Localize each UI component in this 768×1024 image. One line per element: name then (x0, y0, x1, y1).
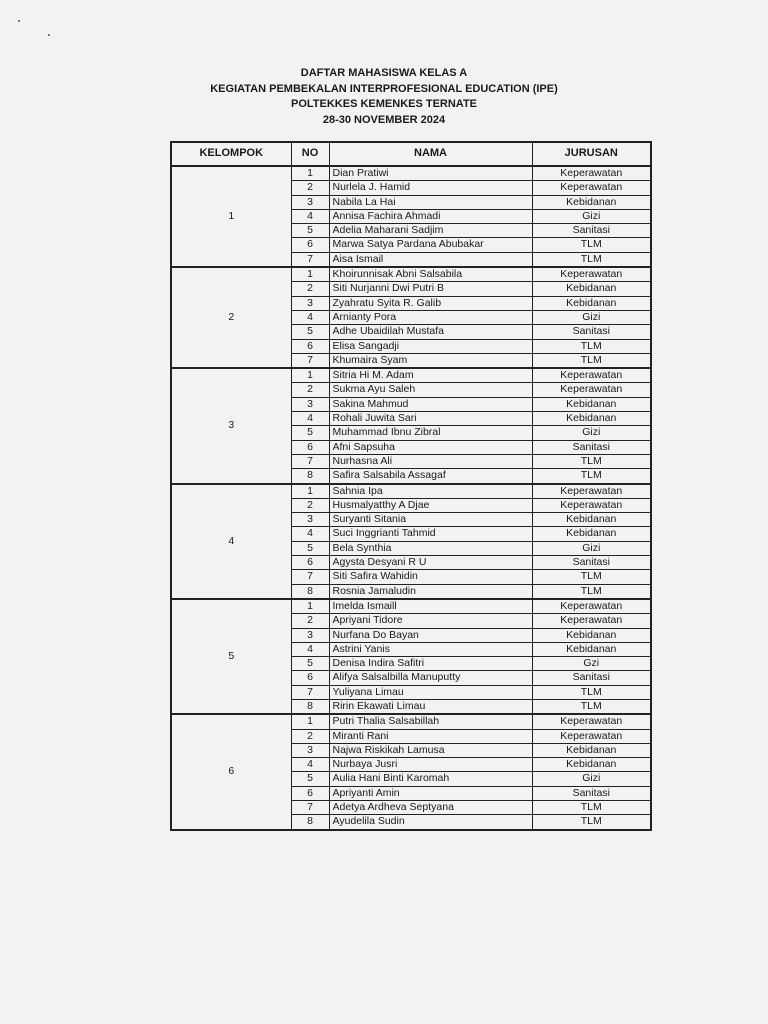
table-row (171, 714, 651, 729)
jurusan-cell: Gizi (532, 541, 651, 555)
no-cell: 5 (291, 772, 329, 786)
no-cell: 1 (291, 484, 329, 499)
nama-cell: Putri Thalia Salsabillah (329, 714, 532, 729)
jurusan-cell: Sanitasi (532, 224, 651, 238)
column-header-jurusan: JURUSAN (532, 142, 651, 166)
nama-cell: Miranti Rani (329, 729, 532, 743)
jurusan-cell: TLM (532, 252, 651, 267)
jurusan-cell: Keperawatan (532, 166, 651, 181)
nama-cell: Adhe Ubaidilah Mustafa (329, 325, 532, 339)
nama-cell: Afni Sapsuha (329, 440, 532, 454)
kelompok-cell: 2 (171, 267, 291, 368)
jurusan-cell: Sanitasi (532, 325, 651, 339)
jurusan-cell: Kebidanan (532, 758, 651, 772)
nama-cell: Denisa Indira Safitri (329, 657, 532, 671)
nama-cell: Nurlela J. Hamid (329, 181, 532, 195)
jurusan-cell: TLM (532, 699, 651, 714)
jurusan-cell: Sanitasi (532, 440, 651, 454)
nama-cell: Najwa Riskikah Lamusa (329, 743, 532, 757)
table-header-row (171, 142, 651, 166)
nama-cell: Siti Safira Wahidin (329, 570, 532, 584)
student-roster-table (170, 141, 652, 831)
nama-cell: Khumaira Syam (329, 353, 532, 368)
nama-cell: Yuliyana Limau (329, 685, 532, 699)
document-header (0, 66, 768, 128)
jurusan-cell: Kebidanan (532, 642, 651, 656)
no-cell: 8 (291, 815, 329, 830)
nama-cell: Nurbaya Jusri (329, 758, 532, 772)
nama-cell: Suci Inggrianti Tahmid (329, 527, 532, 541)
no-cell: 2 (291, 282, 329, 296)
no-cell: 5 (291, 224, 329, 238)
nama-cell: Arnianty Pora (329, 310, 532, 324)
jurusan-cell: Gizi (532, 209, 651, 223)
table-body (171, 166, 651, 830)
no-cell: 7 (291, 801, 329, 815)
nama-cell: Imelda Ismaill (329, 599, 532, 614)
no-cell: 6 (291, 671, 329, 685)
no-cell: 2 (291, 614, 329, 628)
jurusan-cell: TLM (532, 815, 651, 830)
nama-cell: Sahnia Ipa (329, 484, 532, 499)
jurusan-cell: Gizi (532, 310, 651, 324)
jurusan-cell: Gizi (532, 772, 651, 786)
no-cell: 4 (291, 310, 329, 324)
jurusan-cell: Gizi (532, 426, 651, 440)
no-cell: 2 (291, 383, 329, 397)
jurusan-cell: Keperawatan (532, 614, 651, 628)
jurusan-cell: Sanitasi (532, 556, 651, 570)
no-cell: 4 (291, 412, 329, 426)
no-cell: 7 (291, 252, 329, 267)
no-cell: 3 (291, 195, 329, 209)
nama-cell: Suryanti Sitania (329, 513, 532, 527)
nama-cell: Adetya Ardheva Septyana (329, 801, 532, 815)
table-row (171, 166, 651, 181)
nama-cell: Elisa Sangadji (329, 339, 532, 353)
nama-cell: Nabila La Hai (329, 195, 532, 209)
jurusan-cell: Kebidanan (532, 628, 651, 642)
no-cell: 7 (291, 685, 329, 699)
nama-cell: Nurhasna Ali (329, 454, 532, 468)
jurusan-cell: Kebidanan (532, 282, 651, 296)
jurusan-cell: TLM (532, 339, 651, 353)
nama-cell: Sakina Mahmud (329, 397, 532, 411)
nama-cell: Sukma Ayu Saleh (329, 383, 532, 397)
nama-cell: Apriyani Tidore (329, 614, 532, 628)
nama-cell: Bela Synthia (329, 541, 532, 555)
no-cell: 4 (291, 642, 329, 656)
no-cell: 4 (291, 209, 329, 223)
jurusan-cell: Kebidanan (532, 397, 651, 411)
table-row (171, 368, 651, 383)
no-cell: 6 (291, 339, 329, 353)
jurusan-cell: TLM (532, 454, 651, 468)
document-title: DAFTAR MAHASISWA KELAS A (300, 67, 468, 79)
jurusan-cell: Keperawatan (532, 267, 651, 282)
jurusan-cell: TLM (532, 584, 651, 599)
jurusan-cell: Kebidanan (532, 195, 651, 209)
jurusan-cell: Gzi (532, 657, 651, 671)
jurusan-cell: Keperawatan (532, 729, 651, 743)
jurusan-cell: Kebidanan (532, 412, 651, 426)
kelompok-cell: 3 (171, 368, 291, 483)
jurusan-cell: TLM (532, 469, 651, 484)
no-cell: 7 (291, 353, 329, 368)
no-cell: 3 (291, 296, 329, 310)
no-cell: 1 (291, 166, 329, 181)
no-cell: 2 (291, 181, 329, 195)
jurusan-cell: Sanitasi (532, 671, 651, 685)
kelompok-cell: 4 (171, 484, 291, 599)
no-cell: 8 (291, 584, 329, 599)
no-cell: 4 (291, 758, 329, 772)
nama-cell: Ririn Ekawati Limau (329, 699, 532, 714)
activity-name: KEGIATAN PEMBEKALAN INTERPROFESIONAL EDUCATION (IPE) (210, 82, 558, 95)
nama-cell: Aulia Hani Binti Karomah (329, 772, 532, 786)
column-header-nama: NAMA (329, 142, 532, 166)
no-cell: 3 (291, 628, 329, 642)
jurusan-cell: Kebidanan (532, 513, 651, 527)
nama-cell: Safira Salsabila Assagaf (329, 469, 532, 484)
scan-speck (48, 34, 50, 36)
nama-cell: Siti Nurjanni Dwi Putri B (329, 282, 532, 296)
nama-cell: Zyahratu Syita R. Galib (329, 296, 532, 310)
no-cell: 1 (291, 368, 329, 383)
nama-cell: Apriyanti Amin (329, 786, 532, 800)
jurusan-cell: Keperawatan (532, 498, 651, 512)
jurusan-cell: TLM (532, 685, 651, 699)
kelompok-cell: 6 (171, 714, 291, 829)
jurusan-cell: Keperawatan (532, 383, 651, 397)
table-row (171, 484, 651, 499)
no-cell: 1 (291, 599, 329, 614)
no-cell: 6 (291, 556, 329, 570)
jurusan-cell: Kebidanan (532, 743, 651, 757)
no-cell: 6 (291, 238, 329, 252)
no-cell: 1 (291, 714, 329, 729)
nama-cell: Alifya Salsalbilla Manuputty (329, 671, 532, 685)
jurusan-cell: Keperawatan (532, 714, 651, 729)
nama-cell: Rosnia Jamaludin (329, 584, 532, 599)
nama-cell: Sitria Hi M. Adam (329, 368, 532, 383)
nama-cell: Astrini Yanis (329, 642, 532, 656)
no-cell: 8 (291, 699, 329, 714)
no-cell: 5 (291, 426, 329, 440)
jurusan-cell: TLM (532, 570, 651, 584)
jurusan-cell: Keperawatan (532, 484, 651, 499)
no-cell: 3 (291, 397, 329, 411)
jurusan-cell: Sanitasi (532, 786, 651, 800)
nama-cell: Dian Pratiwi (329, 166, 532, 181)
jurusan-cell: TLM (532, 353, 651, 368)
nama-cell: Nurfana Do Bayan (329, 628, 532, 642)
table-row (171, 267, 651, 282)
no-cell: 1 (291, 267, 329, 282)
jurusan-cell: Kebidanan (532, 296, 651, 310)
no-cell: 2 (291, 498, 329, 512)
event-date: 28-30 NOVEMBER 2024 (322, 113, 446, 126)
nama-cell: Adelia Maharani Sadjim (329, 224, 532, 238)
nama-cell: Muhammad Ibnu Zibral (329, 426, 532, 440)
jurusan-cell: Keperawatan (532, 181, 651, 195)
nama-cell: Rohali Juwita Sari (329, 412, 532, 426)
nama-cell: Khoirunnisak Abni Salsabila (329, 267, 532, 282)
no-cell: 3 (291, 743, 329, 757)
column-header-kelompok: KELOMPOK (171, 142, 291, 166)
nama-cell: Agysta Desyani R U (329, 556, 532, 570)
no-cell: 6 (291, 786, 329, 800)
kelompok-cell: 1 (171, 166, 291, 267)
nama-cell: Husmalyatthy A Djae (329, 498, 532, 512)
no-cell: 3 (291, 513, 329, 527)
no-cell: 7 (291, 570, 329, 584)
scan-speck (18, 20, 20, 22)
no-cell: 4 (291, 527, 329, 541)
jurusan-cell: Keperawatan (532, 599, 651, 614)
jurusan-cell: Kebidanan (532, 527, 651, 541)
nama-cell: Marwa Satya Pardana Abubakar (329, 238, 532, 252)
no-cell: 6 (291, 440, 329, 454)
table-row (171, 599, 651, 614)
no-cell: 8 (291, 469, 329, 484)
institution-name: POLTEKKES KEMENKES TERNATE (291, 98, 477, 110)
no-cell: 5 (291, 657, 329, 671)
no-cell: 2 (291, 729, 329, 743)
nama-cell: Ayudelila Sudin (329, 815, 532, 830)
jurusan-cell: TLM (532, 238, 651, 252)
jurusan-cell: TLM (532, 801, 651, 815)
no-cell: 5 (291, 541, 329, 555)
no-cell: 7 (291, 454, 329, 468)
jurusan-cell: Keperawatan (532, 368, 651, 383)
nama-cell: Aisa Ismail (329, 252, 532, 267)
kelompok-cell: 5 (171, 599, 291, 714)
column-header-no: NO (291, 142, 329, 166)
nama-cell: Annisa Fachira Ahmadi (329, 209, 532, 223)
no-cell: 5 (291, 325, 329, 339)
